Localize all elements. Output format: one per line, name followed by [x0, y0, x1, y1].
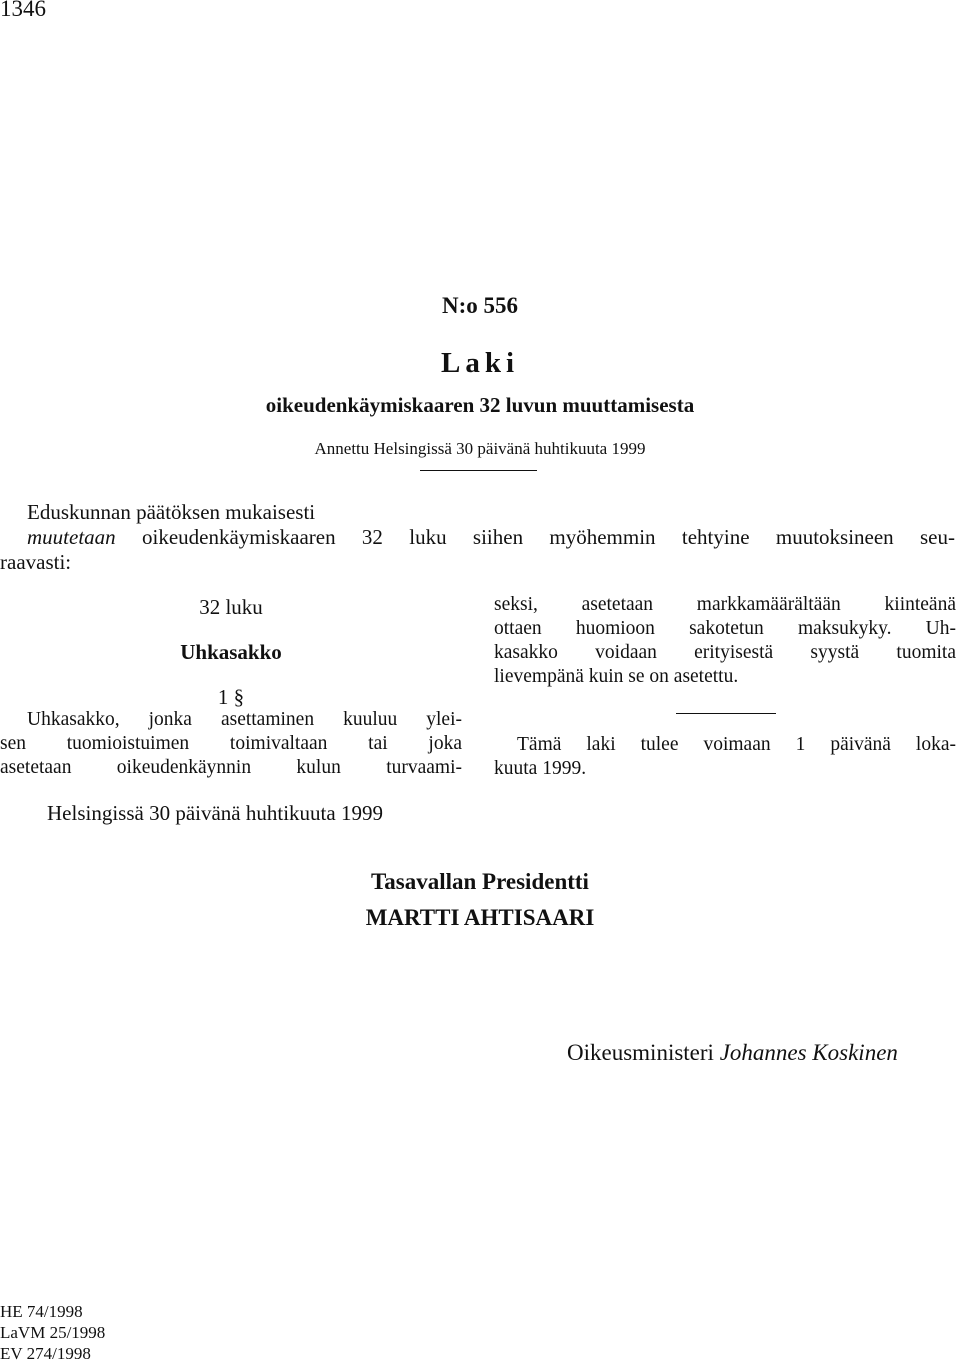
entry-into-force-line: kuuta 1999.	[494, 758, 587, 779]
law-number: N:o 556	[441, 293, 519, 318]
section-text-line: sen tuomioistuimen toimivaltaan tai joka	[0, 733, 462, 754]
entry-into-force-line: Tämä laki tulee voimaan 1 päivänä loka-	[517, 734, 956, 755]
section-number: 1 §	[217, 685, 245, 709]
right-column-line: seksi, asetetaan markkamäärältään kiinteänä	[494, 594, 956, 615]
right-column-line: lievempänä kuin se on asetettu.	[494, 666, 739, 687]
minister-title: Oikeusministeri	[567, 1040, 714, 1065]
reference-item: HE 74/1998	[0, 1302, 83, 1321]
right-column-line: kasakko voidaan erityisestä syystä tuomita	[494, 642, 956, 663]
minister-name: Johannes Koskinen	[719, 1040, 898, 1065]
intro-verb: muutetaan	[27, 525, 116, 549]
legislative-references	[0, 1301, 105, 1364]
president-name: MARTTI AHTISAARI	[365, 905, 595, 930]
intro-line-2	[27, 525, 955, 550]
reference-item: LaVM 25/1998	[0, 1323, 106, 1342]
signing-place-date: Helsingissä 30 päivänä huhtikuuta 1999	[47, 801, 383, 825]
minister-signature	[567, 1040, 898, 1066]
intro-line-3: raavasti:	[0, 550, 72, 574]
chapter-title: Uhkasakko	[180, 640, 282, 664]
president-title: Tasavallan Presidentti	[371, 869, 589, 894]
law-title: Laki	[440, 347, 520, 379]
issued-date: Annettu Helsingissä 30 päivänä huhtikuuta 1999	[314, 439, 646, 458]
page-number: 1346	[0, 0, 46, 21]
reference-item: EV 274/1998	[0, 1344, 91, 1363]
law-subtitle: oikeudenkäymiskaaren 32 luvun muuttamisesta	[265, 393, 695, 417]
intro-line-1: Eduskunnan päätöksen mukaisesti	[27, 500, 316, 524]
section-text-line: asetetaan oikeudenkäynnin kulun turvaami-	[0, 757, 462, 778]
right-column-line: ottaen huomioon sakotetun maksukyky. Uh-	[494, 618, 956, 639]
divider	[676, 713, 776, 714]
section-text-line: Uhkasakko, jonka asettaminen kuuluu ylei-	[27, 709, 462, 730]
chapter-number: 32 luku	[199, 595, 263, 619]
divider	[420, 470, 537, 471]
intro-line-2-text: oikeudenkäymiskaaren 32 luku siihen myöhemmin tehtyine muutoksineen seu-	[115, 525, 955, 549]
